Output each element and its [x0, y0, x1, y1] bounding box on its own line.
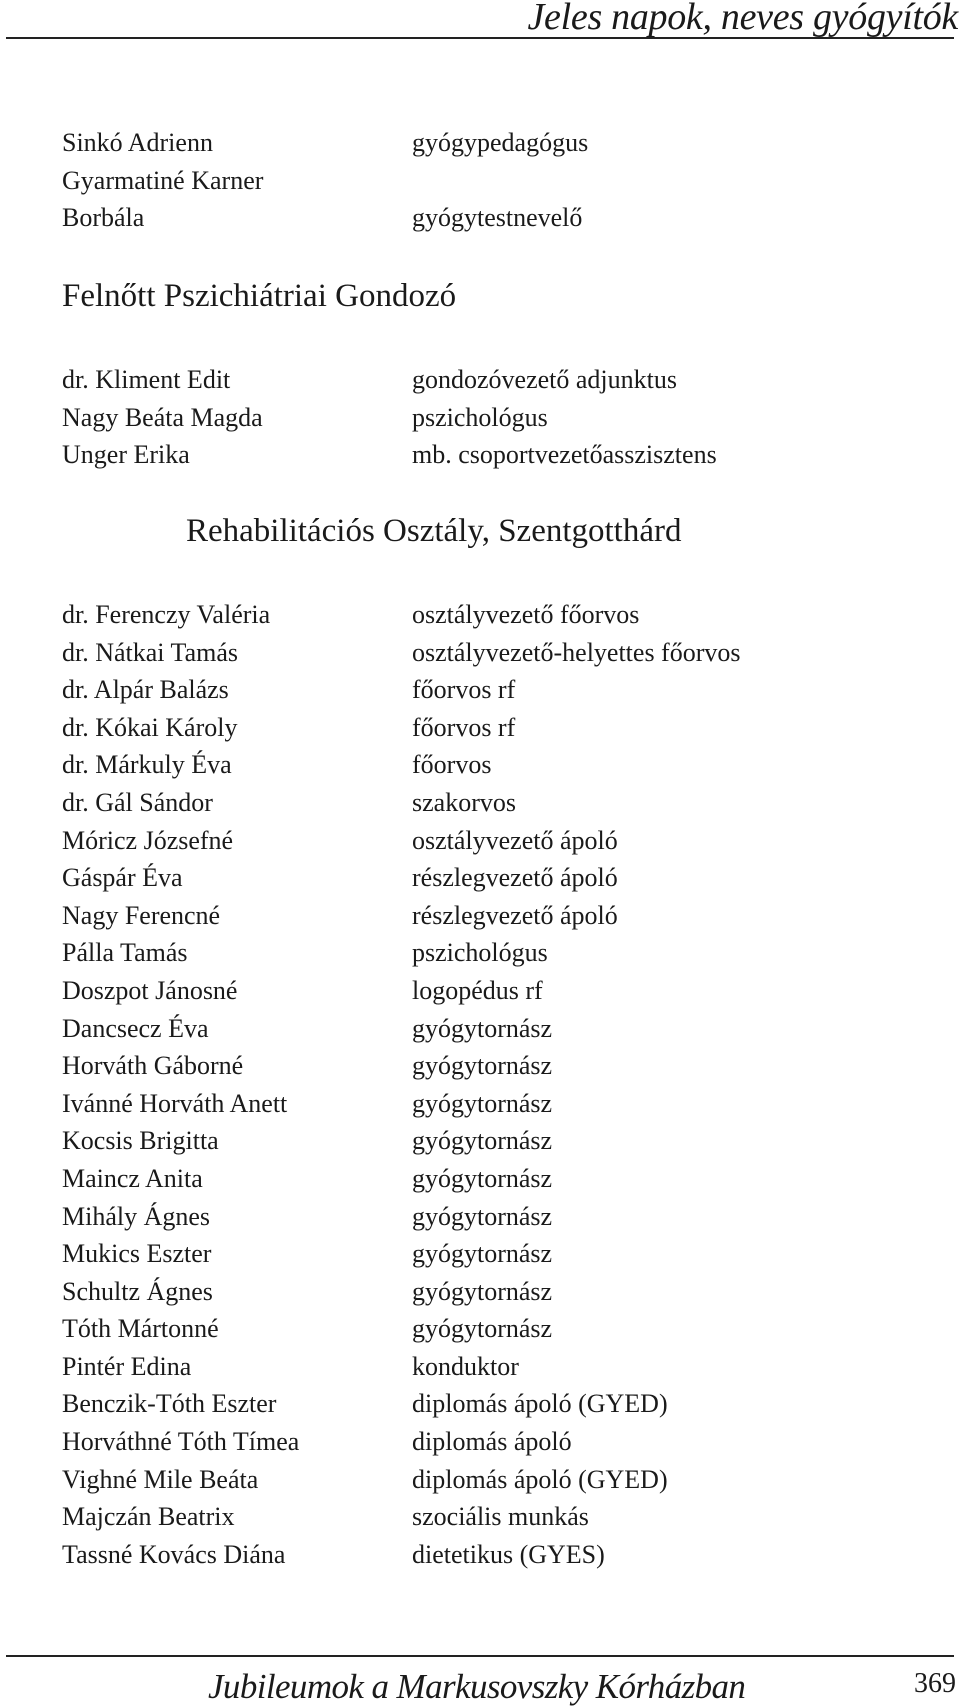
staff-row — [0, 1235, 960, 1273]
staff-role: dietetikus (GYES) — [412, 1539, 605, 1569]
staff-role: osztályvezető főorvos — [412, 600, 640, 629]
staff-row — [0, 671, 960, 709]
staff-name: dr. Ferenczy Valéria — [62, 600, 271, 629]
staff-role: diplomás ápoló (GYED) — [412, 1389, 668, 1419]
staff-role: logopédus rf — [412, 975, 543, 1005]
header-rule — [6, 37, 954, 39]
staff-name: Móricz Józsefné — [62, 825, 234, 855]
staff-name: Ivánné Horváth Anett — [62, 1088, 288, 1118]
staff-name: dr. Alpár Balázs — [62, 675, 229, 705]
staff-row — [0, 1122, 960, 1160]
staff-name: Pálla Tamás — [62, 938, 188, 968]
staff-row — [0, 1348, 960, 1386]
running-footer-title: Jubileumok a Markusovszky Kórházban — [208, 1667, 746, 1706]
felnott-gondozo-staff-list — [0, 361, 960, 474]
staff-role: részlegvezető ápoló — [412, 863, 618, 893]
section-heading-rehabilitacios-osztaly: Rehabilitációs Osztály, Szentgotthárd — [186, 513, 682, 549]
staff-row — [0, 124, 960, 162]
staff-role: osztályvezető-helyettes főorvos — [412, 637, 741, 667]
staff-name: Pintér Edina — [62, 1351, 192, 1381]
staff-name: Schultz Ágnes — [62, 1276, 213, 1306]
staff-role: gyógytornász — [412, 1314, 553, 1344]
staff-role: főorvos rf — [412, 675, 516, 705]
staff-name: Doszpot Jánosné — [62, 975, 238, 1005]
staff-row — [0, 1385, 960, 1423]
staff-role: főorvos rf — [412, 712, 516, 742]
staff-row — [0, 709, 960, 747]
running-header-title: Jeles napok, neves gyógyítók — [527, 0, 958, 38]
staff-name: dr. Kókai Károly — [62, 712, 238, 742]
staff-row — [0, 897, 960, 935]
staff-row — [0, 1423, 960, 1461]
staff-name: Dancsecz Éva — [62, 1013, 209, 1043]
staff-role: szociális munkás — [412, 1502, 589, 1532]
staff-role: konduktor — [412, 1351, 519, 1381]
staff-name: Majczán Beatrix — [62, 1502, 235, 1532]
staff-role: gyógytornász — [412, 1276, 553, 1306]
staff-name: Horváth Gáborné — [62, 1051, 244, 1081]
staff-row — [0, 596, 960, 634]
staff-name: dr. Kliment Edit — [62, 365, 231, 394]
staff-name: dr. Gál Sándor — [62, 787, 213, 817]
staff-row — [0, 1160, 960, 1198]
staff-role: gyógytornász — [412, 1239, 553, 1269]
staff-role: mb. csoportvezetőasszisztens — [412, 440, 717, 470]
staff-role: gondozóvezető adjunktus — [412, 365, 677, 394]
staff-row — [0, 1536, 960, 1574]
top-staff-list — [0, 124, 960, 237]
staff-row — [0, 1198, 960, 1236]
staff-role: gyógytornász — [412, 1126, 553, 1156]
staff-row — [0, 1461, 960, 1499]
staff-name: Gyarmatiné Karner — [62, 165, 264, 195]
staff-name: Borbála — [62, 203, 145, 233]
footer-rule — [6, 1655, 954, 1657]
section-heading-felnott-pszichiatriai-gondozo: Felnőtt Pszichiátriai Gondozó — [62, 278, 457, 314]
staff-name: dr. Nátkai Tamás — [62, 637, 239, 667]
staff-row — [0, 859, 960, 897]
staff-name: Tassné Kovács Diána — [62, 1539, 286, 1569]
staff-name: Maincz Anita — [62, 1163, 203, 1193]
staff-role: gyógytornász — [412, 1201, 553, 1231]
staff-role: osztályvezető ápoló — [412, 825, 618, 855]
staff-name: Vighné Mile Beáta — [62, 1464, 259, 1494]
staff-name: Nagy Ferencné — [62, 900, 221, 930]
staff-row — [0, 822, 960, 860]
staff-role: részlegvezető ápoló — [412, 900, 618, 930]
staff-row — [0, 436, 960, 474]
rehabilitacios-staff-list — [0, 596, 960, 1573]
staff-role: főorvos — [412, 750, 492, 780]
staff-row — [0, 1498, 960, 1536]
staff-name: Horváthné Tóth Tímea — [62, 1427, 300, 1457]
staff-row — [0, 162, 960, 200]
staff-name: Mihály Ágnes — [62, 1201, 211, 1231]
staff-role: gyógytestnevelő — [412, 203, 583, 233]
staff-name: dr. Márkuly Éva — [62, 750, 232, 780]
staff-role: pszichológus — [412, 402, 548, 432]
staff-name: Kocsis Brigitta — [62, 1126, 219, 1156]
staff-row — [0, 1047, 960, 1085]
staff-role: diplomás ápoló (GYED) — [412, 1464, 668, 1494]
page-number: 369 — [914, 1668, 956, 1699]
staff-row — [0, 634, 960, 672]
staff-row — [0, 199, 960, 237]
staff-name: Benczik-Tóth Eszter — [62, 1389, 277, 1419]
staff-name: Sinkó Adrienn — [62, 128, 213, 157]
staff-name: Unger Erika — [62, 440, 190, 470]
staff-role: gyógytornász — [412, 1013, 553, 1043]
staff-row — [0, 1273, 960, 1311]
staff-row — [0, 399, 960, 437]
staff-row — [0, 1010, 960, 1048]
staff-row — [0, 361, 960, 399]
staff-role: gyógytornász — [412, 1088, 553, 1118]
staff-name: Mukics Eszter — [62, 1239, 212, 1269]
staff-row — [0, 1310, 960, 1348]
staff-row — [0, 746, 960, 784]
staff-role: diplomás ápoló — [412, 1427, 572, 1457]
staff-row — [0, 784, 960, 822]
staff-name: Gáspár Éva — [62, 863, 183, 893]
staff-name: Tóth Mártonné — [62, 1314, 219, 1344]
staff-row — [0, 972, 960, 1010]
staff-role: pszichológus — [412, 938, 548, 968]
staff-row — [0, 934, 960, 972]
staff-name: Nagy Beáta Magda — [62, 402, 263, 432]
staff-row — [0, 1085, 960, 1123]
staff-role: gyógytornász — [412, 1051, 553, 1081]
staff-role: gyógytornász — [412, 1163, 553, 1193]
staff-role: szakorvos — [412, 787, 516, 817]
staff-role: gyógypedagógus — [412, 128, 589, 157]
